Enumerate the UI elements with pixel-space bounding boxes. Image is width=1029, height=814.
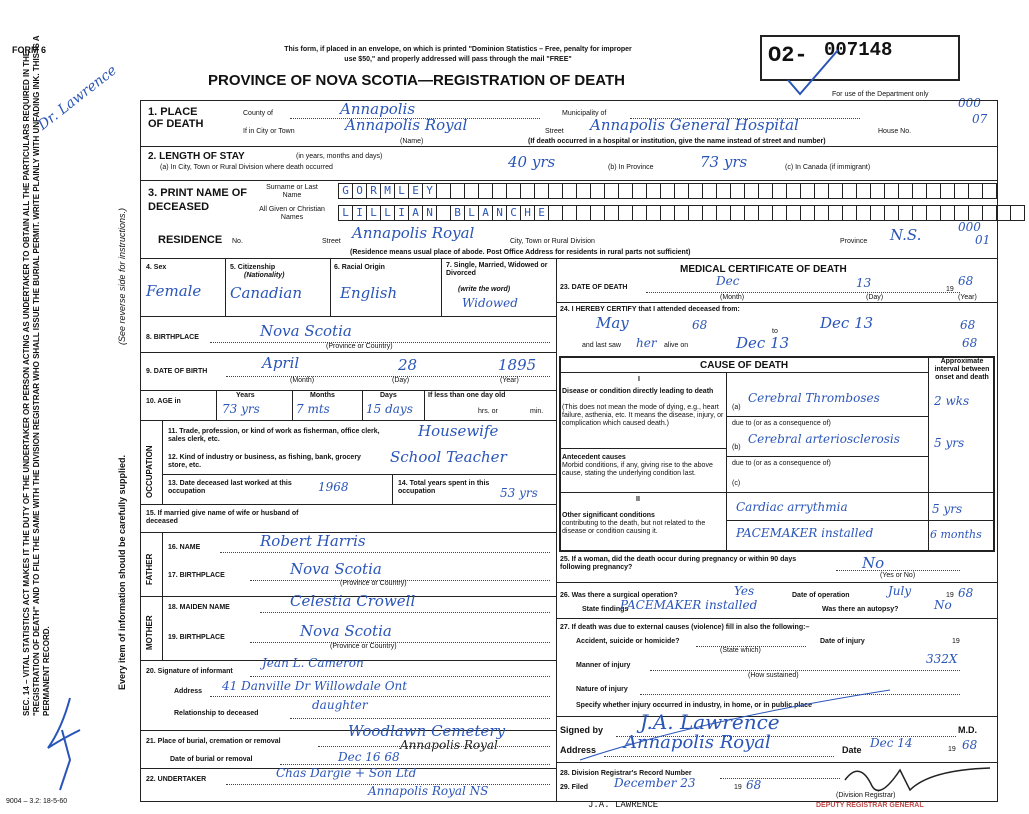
death-day-hint: (Day) [866,294,884,301]
registrar-stamp: DEPUTY REGISTRAR GENERAL [816,802,924,809]
father-name-label: 16. NAME [168,544,201,551]
signature-year: 68 [962,738,978,752]
father-side-label: FATHER [145,553,154,585]
age-days-label: Days [380,392,397,399]
registrar-signature-icon [845,768,990,790]
cause-a-label: (a) [732,404,741,411]
city-value: Annapolis Royal [345,116,468,134]
reg-number: 007148 [824,39,893,61]
cause-c-label: (c) [732,480,741,487]
city-label: If in City or Town [243,128,295,135]
q14-label: 14. Total years spent in this occupation [398,480,490,495]
stay-b-label: (b) In Province [608,164,654,171]
cause-title: CAUSE OF DEATH [700,360,789,371]
undertaker-addr: Annapolis Royal NS [368,784,489,798]
q26-label: 26. Was there a surgical operation? [560,592,678,599]
physician-signature: J.A. Lawrence [640,710,780,734]
mother-bp-label: 19. BIRTHPLACE [168,634,225,641]
signature-date: Dec 14 [870,736,913,750]
dob-year: 1895 [498,356,537,374]
operation-date-label: Date of operation [792,592,850,599]
residence-city-label: City, Town or Rural Division [510,238,595,245]
cause-a: Cerebral Thromboses [748,391,880,405]
dob-day: 28 [398,356,418,374]
q12-label: 12. Kind of industry or business, as fishing, bank, grocery store, etc. [168,454,361,469]
age-years-label: Years [236,392,255,399]
injury-year-prefix: 19 [952,638,960,645]
stay-hint: (in years, months and days) [296,153,383,160]
hrs-label: hrs. or [478,408,498,415]
father-bp-label: 17. BIRTHPLACE [168,572,225,579]
filed-label: 29. Filed [560,784,589,791]
racial-value: English [340,284,398,302]
death-year: 68 [958,274,974,288]
cause-b: Cerebral arteriosclerosis [748,432,900,446]
dept-code-1: 000 [958,96,981,110]
mail-notice-1: This form, if placed in an envelope, on which is printed "Dominion Statistics – Free, penalty for improper [284,46,632,53]
surname-cell: L [395,183,409,199]
q13-label: 13. Date deceased last worked at this occupation [168,480,292,495]
father-bp: Nova Scotia [290,560,382,578]
given-cell: E [535,205,549,221]
disease-hint: (This does not mean the mode of dying, e.g., heart failure, asthenia, etc. It means the disease, injury, or complication which caused death.) [562,404,724,427]
burial-date: Dec 16 68 [338,750,400,764]
last-saw-label: and last saw [582,342,621,349]
burial-place: Woodlawn Cemetery [348,722,506,740]
death-day: 13 [856,276,872,290]
injury-date-label: Date of injury [820,638,865,645]
q13-value: 1968 [318,480,349,494]
surname-cell: M [381,183,395,199]
disease-label: Disease or condition directly leading to death [562,388,714,395]
other-condition-1: Cardiac arrythmia [736,500,848,514]
age-years: 73 yrs [222,402,260,416]
autopsy-label: Was there an autopsy? [822,606,899,613]
undertaker-label: 22. UNDERTAKER [146,776,207,783]
state-which-hint: (State which) [720,647,761,654]
min-label: min. [530,408,544,415]
street-value: Annapolis General Hospital [590,116,799,134]
age-months: 7 mts [296,402,330,416]
printed-physician-name: J.A. LAWRENCE [588,800,659,810]
given-cell: N [423,205,437,221]
citizenship-hint: (Nationality) [244,272,285,279]
informant-sig: Jean L. Cameron [262,656,364,670]
due-to-2: due to (or as a consequence of) [732,460,831,467]
stay-c-label: (c) In Canada (if immigrant) [785,164,871,171]
autopsy-value: No [934,598,952,612]
death-date-label: 23. DATE OF DEATH [560,284,628,291]
informant-addr-label: Address [174,688,203,695]
dob-year-hint: (Year) [500,377,519,384]
accident-label: Accident, suicide or homicide? [576,638,680,645]
given-cell: A [409,205,423,221]
given-cell: N [493,205,507,221]
part-one: I [638,376,640,383]
citizenship-label: 5. Citizenship [230,264,276,271]
given-cell: L [367,205,381,221]
other-condition-1-interval: 5 yrs [932,502,963,516]
md-label: M.D. [958,725,977,735]
part-two: II [636,496,640,503]
dob-month: April [262,354,300,372]
given-cell: I [395,205,409,221]
residence-province-label: Province [840,238,868,245]
antecedent-hint: Morbid conditions, if any, giving rise to the above cause, stating the underlying condition last. [562,462,713,477]
county-value: Annapolis [340,100,416,118]
form-title: PROVINCE OF NOVA SCOTIA—REGISTRATION OF DEATH [208,72,625,89]
other-condition-2: PACEMAKER installed [736,526,874,540]
age-label: 10. AGE in [146,398,181,405]
form-code: 9004 – 3.2: 18-5-60 [6,798,68,805]
municipality-label: Municipality of [562,110,607,117]
sex-value: Female [146,282,202,300]
informant-addr: 41 Danville Dr Willowdale Ont [222,679,408,693]
q25-answer: No [862,554,885,572]
stay-label: 2. LENGTH OF STAY [148,151,245,162]
birthplace-value: Nova Scotia [260,322,352,340]
birthplace-label: 8. BIRTHPLACE [146,334,199,341]
dob-label: 9. DATE OF BIRTH [146,368,208,375]
given-cell: I [353,205,367,221]
check-mark-icon [788,50,838,94]
given-cell: H [521,205,535,221]
dept-use-note: For use of the Department only [832,91,929,98]
margin-scribble-icon [48,698,80,790]
signature-addr-label: Address [560,745,597,755]
signature-date-label: Date [842,745,862,755]
residence-street: Annapolis Royal [352,224,475,242]
filed-date: December 23 [614,776,696,790]
attended-from: May [596,314,629,332]
q12-value: School Teacher [390,448,507,466]
form-number: FORM 6 [12,45,47,55]
marital-label: 7. Single, Married, Widowed or Divorced [446,262,548,277]
operation-date: July [888,584,912,598]
less-than-day-label: If less than one day old [428,392,506,399]
given-cell: L [338,205,353,221]
given-cell: A [479,205,493,221]
death-year-hint: (Year) [958,294,977,301]
place-label: 1. PLACE OF DEATH [148,106,204,130]
city-name-hint: (Name) [400,138,424,145]
residence-hint: (Residence means usual place of abode. Post Office Address for residents in rural parts not sufficient) [350,249,691,256]
burial-place-2: Annapolis Royal [400,738,498,752]
residence-label: RESIDENCE [158,234,223,246]
death-month-hint: (Month) [720,294,745,301]
surname-label: Surname or Last Name [266,184,318,199]
q25-hint: (Yes or No) [880,572,916,579]
q14-value: 53 yrs [500,486,538,500]
last-saw-who: her [636,336,657,350]
father-bp-hint: (Province or Country) [340,580,407,587]
occupation-side-label: OCCUPATION [145,445,154,498]
father-name: Robert Harris [260,532,366,550]
last-saw-year: 68 [962,336,978,350]
findings-label: State findings [582,606,629,613]
dob-month-hint: (Month) [290,377,315,384]
cause-b-label: (b) [732,444,741,451]
cause-b-interval: 5 yrs [934,436,965,450]
signature-addr: Annapolis Royal [624,732,771,753]
signature-flourish-icon [580,690,890,760]
residence-no-label: No. [232,238,243,245]
how-sustained-hint: (How sustained) [748,672,799,679]
record-number-label: 28. Division Registrar's Record Number [560,770,692,777]
mail-notice-2: use $50," and properly addressed will pass through the mail "FREE" [344,56,572,63]
supply-note: Every item of information should be carefully supplied. [117,454,127,690]
surname-cell: G [338,183,353,199]
sex-label: 4. Sex [146,264,167,271]
death-month: Dec [716,274,740,288]
q26-answer: Yes [734,584,755,598]
operation-year: 68 [958,586,974,600]
operation-year-prefix: 19 [946,592,954,599]
surname-cell: O [353,183,367,199]
spouse-label: 15. If married give name of wife or husband of deceased [146,510,299,525]
informant-rel: daughter [312,698,368,712]
other-label: Other significant conditions [562,512,655,519]
doctor-note: Dr. Lawrence [35,62,120,134]
q11-label: 11. Trade, profession, or kind of work as fisherman, office clerk, sales clerk, etc. [168,428,380,443]
dept-code-2: 07 [972,112,988,126]
due-to-1: due to (or as a consequence of) [732,420,831,427]
specify-label: Specify whether injury occurred in industry, in home, or in public place [576,702,812,709]
medical-title: MEDICAL CERTIFICATE OF DEATH [680,264,847,275]
marital-value: Widowed [462,296,518,310]
given-label: All Given or Christian Names [259,206,325,221]
filed-year-prefix: 19 [734,784,742,791]
surname-cell: E [409,183,423,199]
findings-value: PACEMAKER installed [620,598,758,612]
given-cell: B [451,205,465,221]
surname-cell: R [367,183,381,199]
attended-from-year: 68 [692,318,708,332]
dob-day-hint: (Day) [392,377,410,384]
informant-rel-label: Relationship to deceased [174,710,259,717]
death-year-prefix: 19 [946,286,954,293]
interval-heading: Approximate interval between onset and death [934,358,990,381]
burial-place-label: 21. Place of burial, cremation or removal [146,738,281,745]
q27-label: 27. If death was due to external causes (violence) fill in also the following:– [560,624,810,631]
signed-by-label: Signed by [560,725,604,735]
citizenship-value: Canadian [230,284,303,302]
attended-to: Dec 13 [820,314,874,332]
statute-text: SEC. 14 – VITAL STATISTICS ACT MAKES IT THE DUTY OF THE UNDERTAKER OR PERSON ACTING AS UNDERTAKER TO OBTAIN ALL THE PARTICULARS REQUIRED IN THE "REGISTRATION OF DEATH" AND TO FILE THE SAME WITH THE DIVISION REGISTRAR WHO SHALL ISSUE THE BURIAL PERMIT. WRITE PLAINLY WITH UNFADING INK. THIS IS A PERMANENT RECORD. [22,35,51,716]
hospital-hint: (If death occurred in a hospital or institution, give the name instead of street and number) [528,138,826,145]
informant-sig-label: 20. Signature of informant [146,668,233,675]
other-condition-2-interval: 6 months [930,528,982,541]
county-label: County of [243,110,273,117]
age-months-label: Months [310,392,335,399]
residence-street-label: Street [322,238,341,245]
mother-maiden: Celestia Crowell [290,592,416,610]
given-cell: L [381,205,395,221]
manner-code: 332X [926,652,958,666]
filed-year: 68 [746,778,762,792]
name-label: 3. PRINT NAME OF DECEASED [148,187,248,213]
attended-to-year: 68 [960,318,976,332]
mother-bp-hint: (Province or Country) [330,643,397,650]
registrar-hint: (Division Registrar) [836,792,896,799]
signature-year-prefix: 19 [948,746,956,753]
mother-maiden-label: 18. MAIDEN NAME [168,604,230,611]
stay-b-value: 73 yrs [700,153,748,171]
given-cell: L [465,205,479,221]
dept-code-3: 000 [958,220,981,234]
age-days: 15 days [366,402,413,416]
undertaker-name: Chas Dargie + Son Ltd [276,766,417,780]
alive-on-label: alive on [664,342,689,349]
q11-value: Housewife [418,422,499,440]
reverse-side-note: (See reverse side for instructions.) [117,207,127,345]
birthplace-hint: (Province or Country) [326,343,393,350]
marital-hint: (write the word) [458,286,511,293]
dept-code-4: 01 [975,233,991,247]
street-label: Street [545,128,564,135]
last-saw-date: Dec 13 [736,334,790,352]
other-hint: contributing to the death, but not related to the disease or condition causing it. [562,520,706,535]
racial-label: 6. Racial Origin [334,264,385,271]
mother-side-label: MOTHER [145,615,154,650]
house-no-label: House No. [878,128,912,135]
to-label: to [772,328,778,335]
antecedent-label: Antecedent causes [562,454,626,461]
reg-prefix: O2- [768,43,808,68]
manner-label: Manner of injury [576,662,631,669]
stay-a-label: (a) In City, Town or Rural Division where death occurred [160,164,333,171]
nature-label: Nature of injury [576,686,628,693]
residence-province: N.S. [890,226,922,244]
stay-a-value: 40 yrs [508,153,556,171]
cause-a-interval: 2 wks [934,394,970,408]
surname-cell: Y [423,183,437,199]
given-cell: C [507,205,521,221]
burial-date-label: Date of burial or removal [170,756,253,763]
certify-label: 24. I HEREBY CERTIFY that I attended deceased from: [560,306,740,313]
q25-label: 25. If a woman, did the death occur during pregnancy or within 90 days following pregnancy? [560,556,797,571]
mother-bp: Nova Scotia [300,622,392,640]
